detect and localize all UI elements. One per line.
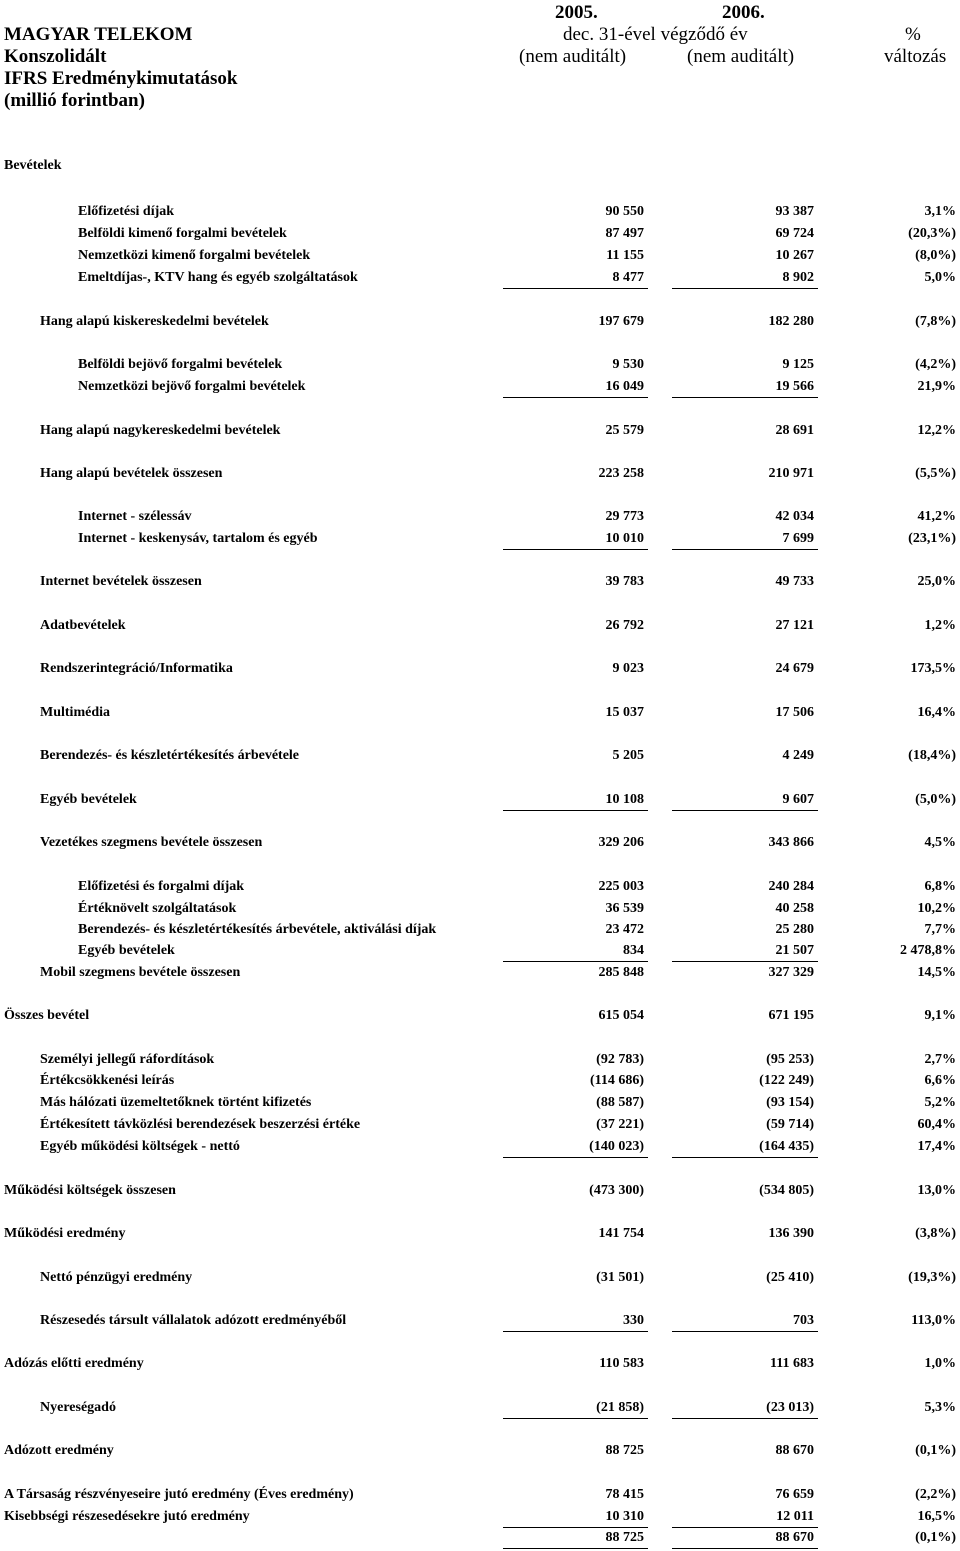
subtotal-rule-2006 (672, 1418, 818, 1419)
audit-note-2006: (nem auditált) (687, 46, 795, 67)
subtotal-rule-2006 (672, 397, 818, 398)
percent-change: (7,8%) (915, 314, 956, 329)
value-2005: 330 (623, 1313, 644, 1328)
value-2006: 9 125 (782, 357, 814, 372)
table-row (0, 789, 960, 811)
value-2005: 16 049 (605, 379, 644, 394)
value-2006: (95 253) (766, 1052, 814, 1067)
table-row (0, 420, 960, 442)
subtotal-rule-2006 (672, 810, 818, 811)
row-label: Egyéb bevételek (40, 792, 137, 807)
value-2005: 197 679 (598, 314, 644, 329)
value-2006: 21 507 (775, 943, 814, 958)
row-label: Összes bevétel (4, 1008, 90, 1023)
value-2006: 27 121 (775, 618, 814, 633)
table-row (0, 528, 960, 550)
percent-change: 173,5% (910, 661, 956, 676)
value-2005: 8 477 (612, 270, 644, 285)
percent-change: (18,4%) (908, 748, 956, 763)
value-2006: 111 683 (770, 1356, 814, 1371)
value-2006: (122 249) (759, 1073, 814, 1088)
statement-header (0, 0, 960, 120)
table-row (0, 506, 960, 528)
table-row (0, 615, 960, 637)
row-label: Multimédia (40, 705, 110, 720)
row-label: Internet - keskenysáv, tartalom és egyéb (78, 531, 318, 546)
percent-change: 6,6% (924, 1073, 956, 1088)
subtotal-rule-2005 (503, 397, 648, 398)
table-row (0, 223, 960, 245)
table-row (0, 832, 960, 854)
percent-change: 5,3% (924, 1400, 956, 1415)
value-2005: (114 686) (589, 1073, 644, 1088)
row-label: Rendszerintegráció/Informatika (40, 661, 233, 676)
percent-change: 13,0% (917, 1183, 956, 1198)
value-2005: 25 579 (605, 423, 644, 438)
value-2005: (21 858) (596, 1400, 644, 1415)
value-2005: 88 725 (605, 1443, 644, 1458)
row-label: Működési eredmény (4, 1226, 126, 1241)
percent-change: (8,0%) (915, 248, 956, 263)
value-2006: 182 280 (768, 314, 814, 329)
row-label: Működési költségek összesen (4, 1183, 176, 1198)
statement-subtitle: Konszolidált (4, 46, 107, 67)
value-2005: 285 848 (598, 965, 644, 980)
percent-change: 25,0% (917, 574, 956, 589)
value-2006: 8 902 (782, 270, 814, 285)
row-label: Hang alapú kiskereskedelmi bevételek (40, 314, 269, 329)
value-2005: 141 754 (598, 1226, 644, 1241)
subtotal-rule-2005 (503, 549, 648, 550)
table-row (0, 940, 960, 962)
row-label: Kisebbségi részesedésekre jutó eredmény (4, 1509, 250, 1524)
subtotal-rule-2005 (503, 288, 648, 289)
row-label: Más hálózati üzemeltetőknek történt kifizetés (40, 1095, 312, 1110)
percent-change: 3,1% (924, 204, 956, 219)
row-label: Hang alapú bevételek összesen (40, 466, 223, 481)
table-row (0, 1070, 960, 1092)
table-row (0, 898, 960, 920)
percent-change: 17,4% (917, 1139, 956, 1154)
value-2006: 343 866 (768, 835, 814, 850)
row-label: Adózás előtti eredmény (4, 1356, 144, 1371)
value-2006: 24 679 (775, 661, 814, 676)
subtotal-rule-2006 (672, 288, 818, 289)
percent-change: (19,3%) (908, 1270, 956, 1285)
table-row (0, 1114, 960, 1136)
table-row (0, 354, 960, 376)
value-2005: (473 300) (589, 1183, 644, 1198)
value-2005: 15 037 (605, 705, 644, 720)
value-2006: 9 607 (782, 792, 814, 807)
table-row (0, 702, 960, 724)
table-row (0, 1005, 960, 1027)
table-row (0, 1506, 960, 1528)
table-row (0, 245, 960, 267)
period-label: dec. 31-ével végződő év (563, 24, 748, 45)
row-label: Berendezés- és készletértékesítés árbevétele, aktiválási díjak (78, 922, 437, 937)
value-2006: 88 670 (775, 1443, 814, 1458)
value-2006: 240 284 (768, 879, 814, 894)
table-row (0, 463, 960, 485)
subtotal-rule-2005 (503, 1157, 648, 1158)
value-2005: 88 725 (605, 1530, 644, 1545)
row-label: Részesedés társult vállalatok adózott eredményéből (40, 1313, 347, 1328)
value-2006: 40 258 (775, 901, 814, 916)
value-2006: 69 724 (775, 226, 814, 241)
percent-change: 21,9% (917, 379, 956, 394)
value-2005: 26 792 (605, 618, 644, 633)
percent-change: (5,0%) (915, 792, 956, 807)
value-2006: 671 195 (768, 1008, 814, 1023)
value-2005: (92 783) (596, 1052, 644, 1067)
row-label: Egyéb bevételek (78, 943, 175, 958)
value-2006: 210 971 (768, 466, 814, 481)
subtotal-rule-2005 (503, 1331, 648, 1332)
subtotal-rule-2006 (672, 549, 818, 550)
value-2005: 29 773 (605, 509, 644, 524)
percent-change: 60,4% (917, 1117, 956, 1132)
value-2006: 42 034 (775, 509, 814, 524)
percent-change: 6,8% (924, 879, 956, 894)
row-label: Értékcsökkenési leírás (40, 1073, 175, 1088)
column-year-2005: 2005. (555, 2, 598, 23)
value-2006: 4 249 (782, 748, 814, 763)
value-2005: 90 550 (605, 204, 644, 219)
value-2005: 615 054 (598, 1008, 644, 1023)
subtotal-rule-2006 (672, 1331, 818, 1332)
table-row (0, 1136, 960, 1158)
value-2006: 12 011 (776, 1509, 814, 1524)
value-2006: 327 329 (768, 965, 814, 980)
value-2005: 9 530 (612, 357, 644, 372)
table-row (0, 311, 960, 333)
value-2005: (31 501) (596, 1270, 644, 1285)
value-2006: 93 387 (775, 204, 814, 219)
row-label: Hang alapú nagykereskedelmi bevételek (40, 423, 281, 438)
row-label: Mobil szegmens bevétele összesen (40, 965, 241, 980)
row-label: Előfizetési díjak (78, 204, 175, 219)
table-row (0, 571, 960, 593)
value-2005: 9 023 (612, 661, 644, 676)
subtotal-rule-2006 (672, 1548, 818, 1549)
currency-unit: (millió forintban) (4, 90, 145, 111)
value-2005: 10 310 (605, 1509, 644, 1524)
table-row (0, 1527, 960, 1549)
row-label: Nemzetközi kimenő forgalmi bevételek (78, 248, 311, 263)
audit-note-2005: (nem auditált) (519, 46, 627, 67)
percent-change: 5,0% (924, 270, 956, 285)
percent-change: 5,2% (924, 1095, 956, 1110)
percent-change: 2 478,8% (900, 943, 956, 958)
value-2005: (37 221) (596, 1117, 644, 1132)
row-label: Személyi jellegű ráfordítások (40, 1052, 215, 1067)
table-row (0, 658, 960, 680)
row-label: Egyéb működési költségek - nettó (40, 1139, 240, 1154)
table-row (0, 1353, 960, 1375)
company-name: MAGYAR TELEKOM (4, 24, 193, 45)
row-label: Nettó pénzügyi eredmény (40, 1270, 193, 1285)
value-2006: 17 506 (775, 705, 814, 720)
table-row (0, 1440, 960, 1462)
row-label: Előfizetési és forgalmi díjak (78, 879, 245, 894)
table-row (0, 1180, 960, 1202)
row-label: Adózott eredmény (4, 1443, 114, 1458)
value-2006: 10 267 (775, 248, 814, 263)
percent-change: (20,3%) (908, 226, 956, 241)
row-label: A Társaság részvényeseire jutó eredmény (Éves eredmény) (4, 1487, 354, 1502)
value-2006: 88 670 (775, 1530, 814, 1545)
value-2006: 703 (793, 1313, 814, 1328)
statement-title: IFRS Eredménykimutatások (4, 68, 238, 89)
value-2006: (25 410) (766, 1270, 814, 1285)
table-row (0, 1484, 960, 1506)
column-year-2006: 2006. (722, 2, 765, 23)
value-2005: (88 587) (596, 1095, 644, 1110)
value-2006: (534 805) (759, 1183, 814, 1198)
value-2006: 19 566 (775, 379, 814, 394)
value-2006: (23 013) (766, 1400, 814, 1415)
row-label: Adatbevételek (40, 618, 126, 633)
percent-change: 10,2% (917, 901, 956, 916)
percent-change: 41,2% (917, 509, 956, 524)
value-2006: (59 714) (766, 1117, 814, 1132)
value-2005: 110 583 (599, 1356, 644, 1371)
value-2005: 225 003 (598, 879, 644, 894)
value-2006: (93 154) (766, 1095, 814, 1110)
table-row (0, 745, 960, 767)
row-label: Internet - szélessáv (78, 509, 192, 524)
table-row (0, 919, 960, 941)
value-2005: 39 783 (605, 574, 644, 589)
value-2005: 223 258 (598, 466, 644, 481)
value-2006: 49 733 (775, 574, 814, 589)
value-2005: (140 023) (589, 1139, 644, 1154)
value-2005: 10 108 (605, 792, 644, 807)
percent-change: (23,1%) (908, 531, 956, 546)
value-2006: 28 691 (775, 423, 814, 438)
percent-change: 9,1% (924, 1008, 956, 1023)
row-label: Internet bevételek összesen (40, 574, 202, 589)
value-2005: 11 155 (606, 248, 644, 263)
value-2006: 7 699 (782, 531, 814, 546)
percent-change: (3,8%) (915, 1226, 956, 1241)
percent-change: (0,1%) (915, 1530, 956, 1545)
table-row (0, 1310, 960, 1332)
row-label: Értéknövelt szolgáltatások (78, 901, 237, 916)
value-2006: (164 435) (759, 1139, 814, 1154)
section-label-revenues: Bevételek (4, 158, 62, 173)
change-label: változás (884, 46, 947, 67)
percent-change: (4,2%) (915, 357, 956, 372)
percent-change: 14,5% (917, 965, 956, 980)
table-row (0, 267, 960, 289)
row-label: Belföldi kimenő forgalmi bevételek (78, 226, 287, 241)
table-row (0, 1267, 960, 1289)
percent-change: (5,5%) (915, 466, 956, 481)
table-row (0, 1397, 960, 1419)
row-label: Belföldi bejövő forgalmi bevételek (78, 357, 283, 372)
percent-change: (2,2%) (915, 1487, 956, 1502)
percent-change: 1,0% (924, 1356, 956, 1371)
value-2005: 78 415 (605, 1487, 644, 1502)
subtotal-rule-2005 (503, 1418, 648, 1419)
value-2005: 5 205 (612, 748, 644, 763)
row-label: Emeltdíjas-, KTV hang és egyéb szolgáltatások (78, 270, 358, 285)
value-2005: 23 472 (605, 922, 644, 937)
percent-change: 4,5% (924, 835, 956, 850)
value-2005: 329 206 (598, 835, 644, 850)
percent-change: 7,7% (924, 922, 956, 937)
percent-change: 2,7% (924, 1052, 956, 1067)
table-row (0, 1223, 960, 1245)
value-2006: 76 659 (775, 1487, 814, 1502)
percent-change: 1,2% (924, 618, 956, 633)
subtotal-rule-2005 (503, 1548, 648, 1549)
table-row (0, 876, 960, 898)
subtotal-rule-2005 (503, 810, 648, 811)
table-row (0, 201, 960, 223)
row-label: Nyereségadó (40, 1400, 116, 1415)
table-row (0, 1092, 960, 1114)
value-2006: 136 390 (768, 1226, 814, 1241)
percent-change: 113,0% (911, 1313, 956, 1328)
table-row (0, 1049, 960, 1071)
row-label: Nemzetközi bejövő forgalmi bevételek (78, 379, 306, 394)
percent-change: (0,1%) (915, 1443, 956, 1458)
percent-change: 16,4% (917, 705, 956, 720)
value-2006: 25 280 (775, 922, 814, 937)
percent-symbol: % (905, 24, 921, 45)
table-row (0, 376, 960, 398)
row-label: Értékesített távközlési berendezések beszerzési értéke (40, 1117, 361, 1132)
row-label: Berendezés- és készletértékesítés árbevétele (40, 748, 300, 763)
value-2005: 87 497 (605, 226, 644, 241)
percent-change: 12,2% (917, 423, 956, 438)
row-label: Vezetékes szegmens bevétele összesen (40, 835, 263, 850)
value-2005: 36 539 (605, 901, 644, 916)
table-row (0, 962, 960, 984)
subtotal-rule-2006 (672, 1157, 818, 1158)
percent-change: 16,5% (917, 1509, 956, 1524)
value-2005: 834 (623, 943, 644, 958)
value-2005: 10 010 (605, 531, 644, 546)
